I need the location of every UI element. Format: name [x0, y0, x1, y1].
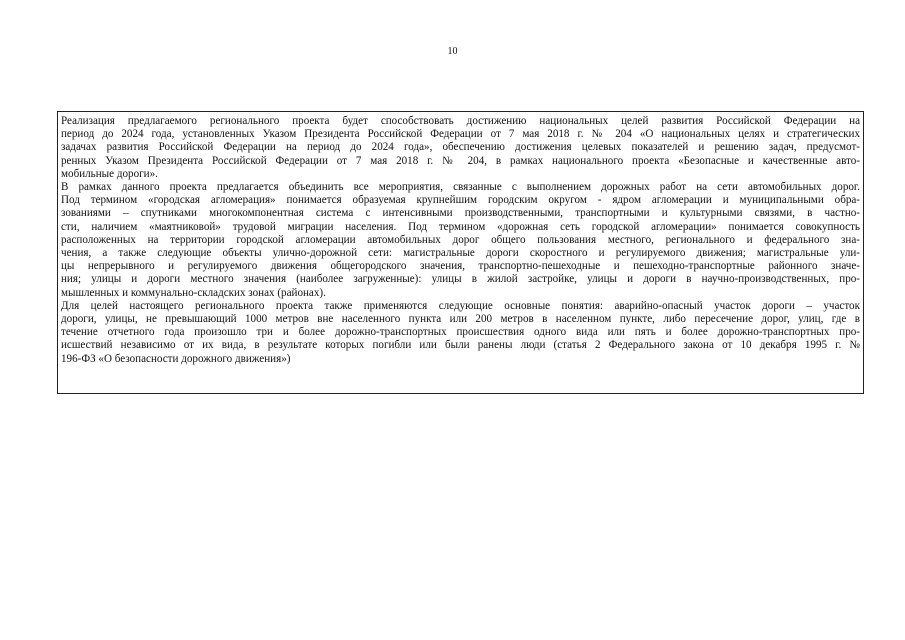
text-line: исшествий независимо от их вида, в результате которых погибли или были ранены люди (статья 2 Федерального закона от 10 декабря 1995 г. № [61, 339, 860, 352]
text-line: цы непрерывного и регулируемого движения общегородского значения, транспортно-пешеходные и пешеходно-транспортные районного значе- [61, 260, 860, 273]
text-line: чения, а также следующие объекты улично-дорожной сети: магистральные дороги скоростного и регулируемого движения; магистральные ули- [61, 247, 860, 260]
text-line: расположенных на территории городской агломерации автомобильных дорог общего пользования местного, регионального и федерального зна- [61, 233, 860, 246]
text-line: ния; улицы и дороги местного значения (наиболее загруженные): улицы в жилой застройке, улицы и дороги в научно-производственных, про- [61, 273, 860, 286]
text-line: 196-ФЗ «О безопасности дорожного движения») [61, 352, 291, 365]
paragraph-agglomeration [61, 181, 860, 300]
document-text-box [57, 111, 864, 394]
text-line: задачах развития Российской Федерации на период до 2024 года», обеспечению достижения целевых показателей и решению задач, предусмот- [61, 141, 860, 154]
text-line: Реализация предлагаемого регионального проекта будет способствовать достижению национальных целей развития Российской Федерации на [61, 115, 860, 127]
text-line: сти, наличием «маятниковой» трудовой миграции населения. Под термином «дорожная сеть городской агломерации» понимается совокупность [61, 220, 860, 233]
text-line: Для целей настоящего регионального проекта также применяются следующие основные понятия: аварийно-опасный участок дороги – участок [61, 299, 860, 312]
text-line: дороги, улицы, не превышающий 1000 метров вне населенного пункта или 200 метров в населенном пункте, либо пересечение дорог, улиц, где в [61, 313, 860, 326]
text-line: течение отчетного года произошло три и более дорожно-транспортных происшествия одного вида или пять и более дорожно-транспортных про- [61, 326, 860, 339]
text-line: зованиями – спутниками многокомпонентная система с интенсивными производственными, транспортными и культурными связями, в частно- [61, 207, 860, 220]
text-line: мышленных и коммунально-складских зонах (районах). [61, 286, 326, 299]
text-line: ренных Указом Президента Российской Федерации от 7 мая 2018 г. № 204, в рамках национального проекта «Безопасные и качественные авто- [61, 154, 860, 167]
page-number: 10 [447, 46, 458, 57]
text-line: мобильные дороги». [61, 167, 158, 180]
text-line: период до 2024 года, установленных Указом Президента Российской Федерации от 7 мая 2018 г. № 204 «О национальных целях и стратегических [61, 128, 860, 141]
paragraph-goals [61, 115, 860, 181]
paragraph-definitions [61, 300, 860, 366]
text-line: Под термином «городская агломерация» понимается образуемая крупнейшим городским округом - ядром агломерации и муниципальными обра- [61, 194, 860, 207]
text-line: В рамках данного проекта предлагается объединить все мероприятия, связанные с выполнением дорожных работ на сети автомобильных дорог. [61, 181, 860, 194]
